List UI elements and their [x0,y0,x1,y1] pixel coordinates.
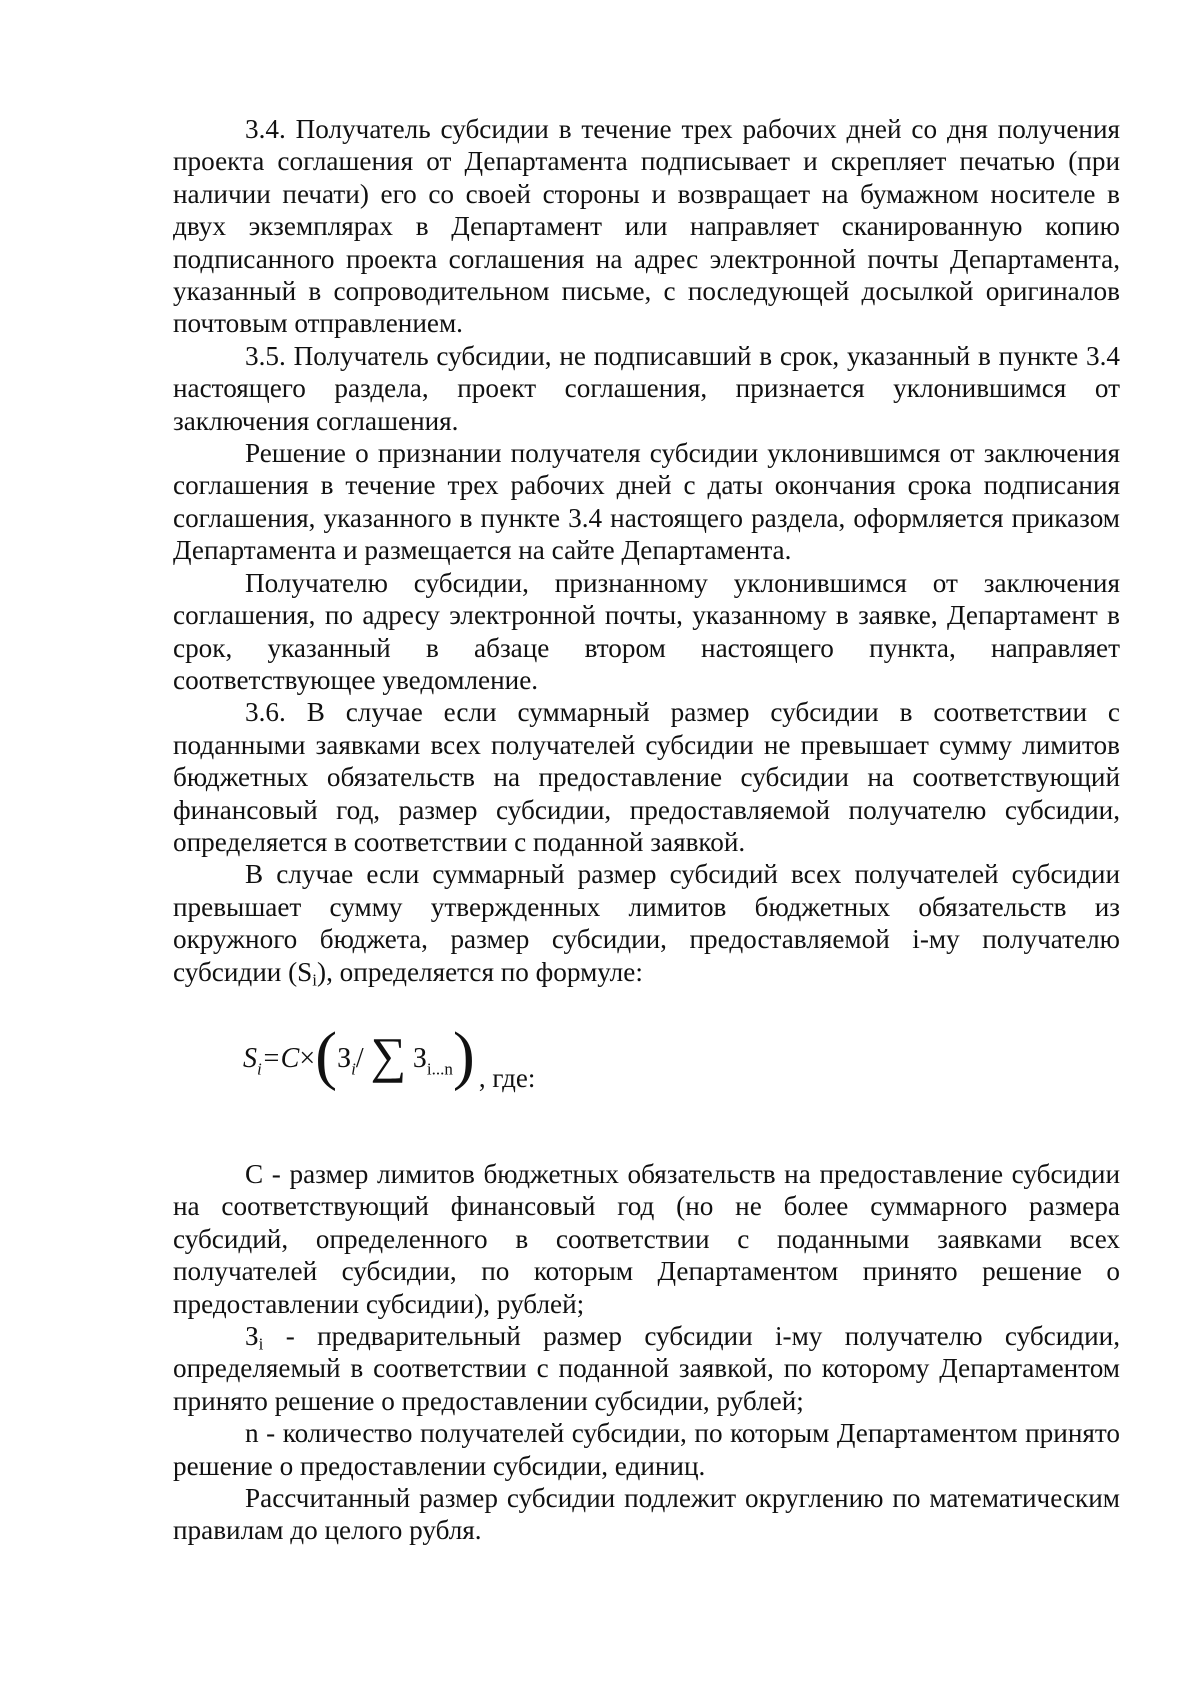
formula-z2: З [412,1042,427,1074]
formula-where: , где: [478,1063,536,1094]
definition-c: С - размер лимитов бюджетных обязательств на предоставление субсидии на соответствующий финансовый год (но не более суммарного размера субсидий, определенного в соответствии с поданными заявками всех получателей субсидии, по которым Департаментом принято решение о предоставлении субсидии), рублей; [173,1158,1120,1319]
paragraph-evasion-decision: Решение о признании получателя субсидии уклонившимся от заключения соглашения в течение трех рабочих дней с даты окончания срока подписания соглашения, указанного в пункте 3.4 настоящего раздела, оформляется приказом Департамента и размещается на сайте Департамента. [173,438,1120,566]
definition-z [173,1320,1120,1417]
subsidy-formula [243,1018,536,1094]
formula-intro-tail: ), определяется по формуле: [317,956,643,987]
formula-sigma: ∑ [370,1026,407,1083]
paragraph-3-6: 3.6. В случае если суммарный размер субсидии в соответствии с поданными заявками всех получателей субсидии не превышает сумму лимитов бюджетных обязательств на предоставление субсидии на соответствующий финансовый год, размер субсидии, предоставляемой получателю субсидии, определяется в соответствии с поданной заявкой. [173,697,1120,857]
formula-times: × [299,1042,316,1074]
paragraph-3-4: 3.4. Получатель субсидии в течение трех рабочих дней со дня получения проекта соглашения от Департамента подписывает и скрепляет печатью (при наличии печати) его со своей стороны и возвращает на бумажном носителе в двух экземплярах в Департамент или направляет сканированную копию подписанного проекта соглашения на адрес электронной почты Департамента, указанный в сопроводительном письме, с последующей досылкой оригиналов почтовым отправлением. [173,114,1120,339]
paragraph-formula-intro [173,858,1120,988]
definition-z-text: - предварительный размер субсидии i-му получателю субсидии, определяемый в соответствии с поданной заявкой, по которому Департаментом принято решение о предоставлении субсидии, рублей; [173,1321,1120,1416]
formula-lhs-subscript: i [257,1059,262,1079]
formula-z2-subscript: i...n [426,1059,453,1079]
paragraph-3-5: 3.5. Получатель субсидии, не подписавший в срок, указанный в пункте 3.4 настоящего раздела, проект соглашения, признается уклонившимся от заключения соглашения. [173,340,1120,436]
formula-z: З [337,1042,352,1074]
document-body [173,113,1120,1547]
formula-intro-text: В случае если суммарный размер субсидий всех получателей субсидии превышает сумму утвержденных лимитов бюджетных обязательств из окружного бюджета, размер субсидии, предоставляемой i-му получателю субсидии (S [173,859,1120,987]
definition-z-symbol: З [245,1321,259,1351]
formula-z-subscript: i [351,1059,356,1079]
definition-z-subscript: i [258,1334,264,1354]
formula-close-paren: ) [452,1018,475,1092]
formula-eq-c: =C [261,1042,300,1074]
formula-lhs: S [243,1042,257,1074]
definition-n: n - количество получателей субсидии, по которым Департаментом принято решение о предоставлении субсидии, единиц. [173,1418,1120,1481]
formula-intro-subscript: i [312,969,318,989]
paragraph-evasion-notice: Получателю субсидии, признанному уклонившимся от заключения соглашения, по адресу электронной почты, указанному в заявке, Департамент в срок, указанный в абзаце втором настоящего пункта, направляет соответствующее уведомление. [173,567,1120,695]
formula-open-paren: ( [315,1018,338,1092]
formula-slash: / [355,1042,364,1074]
rounding-note: Рассчитанный размер субсидии подлежит округлению по математическим правилам до целого рубля. [173,1483,1120,1546]
formula-block [173,1012,1120,1148]
